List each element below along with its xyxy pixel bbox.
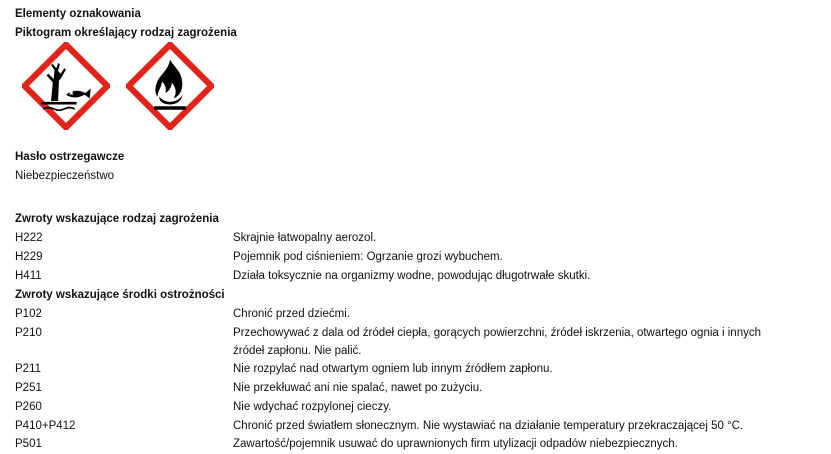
flame-icon [126, 42, 214, 130]
precaution-code: P410+P412 [15, 420, 76, 432]
hazard-code: H222 [15, 232, 43, 244]
hazard-code: H229 [15, 251, 43, 263]
precaution-code: P251 [15, 382, 42, 394]
precaution-text: Nie wdychać rozpylonej cieczy. [233, 401, 392, 413]
signal-word-value: Niebezpieczeństwo [15, 170, 115, 182]
precaution-text: Chronić przed światłem słonecznym. Nie wystawiać na działanie temperatury przekraczającej 50 °C. [233, 420, 744, 432]
environment-hazard-icon [22, 42, 110, 130]
precautionary-statements-heading: Zwroty wskazujące środki ostrożności [15, 289, 225, 301]
precaution-code: P260 [15, 401, 42, 413]
precaution-text: Nie rozpylać nad otwartym ogniem lub innym źródłem zapłonu. [233, 363, 553, 375]
precaution-code: P210 [15, 327, 42, 339]
precaution-code: P102 [15, 308, 42, 320]
hazard-text: Pojemnik pod ciśnieniem: Ogrzanie grozi wybuchem. [233, 251, 503, 263]
hazard-statements-heading: Zwroty wskazujące rodzaj zagrożenia [15, 213, 219, 225]
hazard-text: Działa toksycznie na organizmy wodne, powodując długotrwałe skutki. [233, 270, 591, 282]
precaution-code: P501 [15, 438, 42, 450]
section-title: Elementy oznakowania [15, 8, 141, 20]
precaution-text: Zawartość/pojemnik usuwać do uprawnionych firm utylizacji odpadów niebezpiecznych. [233, 438, 678, 450]
precaution-code: P211 [15, 363, 42, 375]
pictogram-group [22, 42, 222, 132]
precaution-text: Nie przekłuwać ani nie spalać, nawet po zużyciu. [233, 382, 483, 394]
hazard-text: Skrajnie łatwopalny aerozol. [233, 232, 377, 244]
precaution-text: Przechowywać z dala od źródeł ciepła, gorących powierzchni, źródeł iskrzenia, otwartego ognia i innych źródeł zapłonu. Nie palić. [233, 327, 761, 357]
pictogram-heading: Piktogram określający rodzaj zagrożenia [15, 27, 237, 39]
signal-word-heading: Hasło ostrzegawcze [15, 151, 125, 163]
hazard-code: H411 [15, 270, 42, 282]
precaution-text: Chronić przed dziećmi. [233, 308, 350, 320]
